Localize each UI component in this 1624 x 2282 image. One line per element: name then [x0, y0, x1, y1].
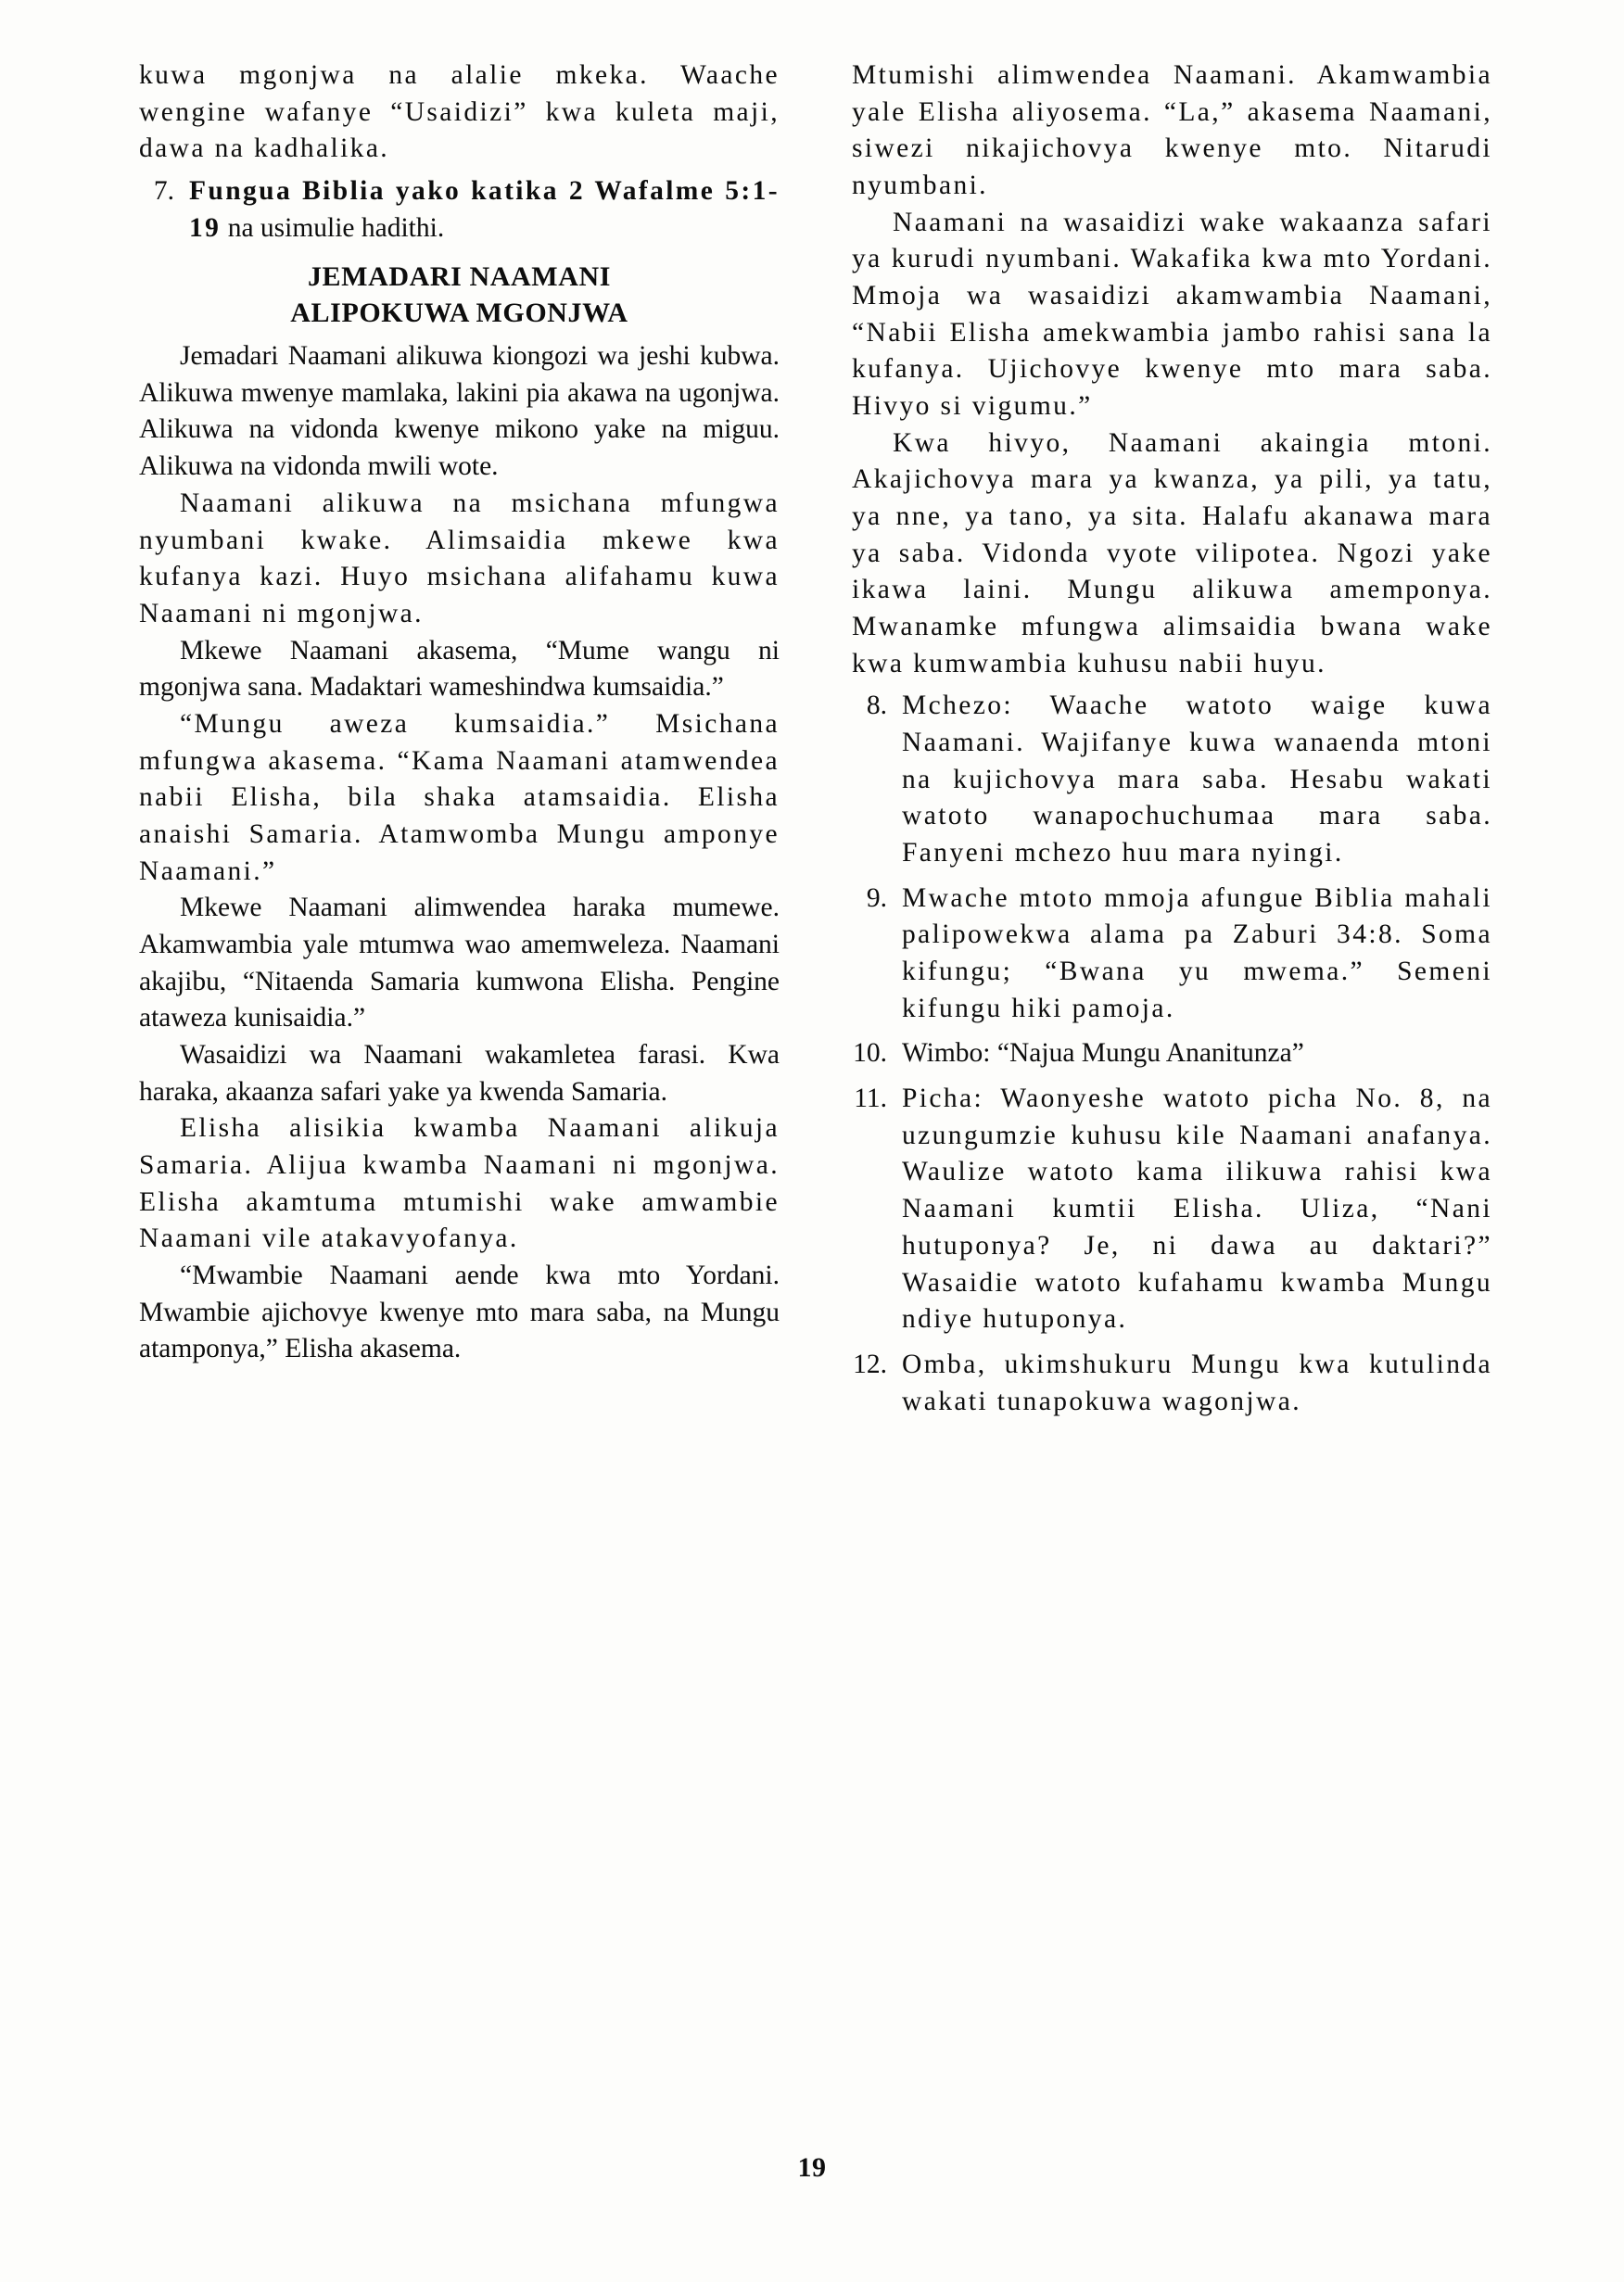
list-item — [852, 1347, 1492, 1420]
list-item-number: 10. — [853, 1038, 887, 1069]
paragraph: Mkewe Naamani alimwendea haraka mumewe. Akamwambia yale mtumwa wao amemweleza. Naamani akajibu, “Nitaenda Samaria kumwona Elisha. Pengine ataweza kunisaidia.” — [139, 893, 780, 1033]
two-column-body — [139, 57, 1492, 1428]
list-item-body: Mwache mtoto mmoja afungue Biblia mahali palipowekwa alama pa Zaburi 34:8. Soma kifungu; “Bwana yu mwema.” Semeni kifungu hiki pamoja. — [902, 882, 1492, 1023]
list-item-body: Wimbo: “Najua Mungu Ananitunza” — [902, 1038, 1304, 1069]
list-item-number: 11. — [854, 1084, 887, 1114]
list-item-body — [189, 173, 780, 247]
list-item — [852, 1035, 1492, 1072]
paragraph: kuwa mgonjwa na alalie mkeka. Waache wengine wafanye “Usaidizi” kwa kuleta maji, dawa na kadhalika. — [139, 60, 780, 164]
page-number: 19 — [797, 2152, 827, 2183]
left-column — [139, 57, 780, 1428]
list-item — [139, 173, 780, 247]
right-column — [852, 57, 1492, 1428]
list-item — [852, 1081, 1492, 1338]
paragraph: Jemadari Naamani alikuwa kiongozi wa jeshi kubwa. Alikuwa mwenye mamlaka, lakini pia akawa na ugonjwa. Alikuwa na vidonda kwenye mikono yake na miguu. Alikuwa na vidonda mwili wote. — [139, 341, 780, 482]
paragraph: Naamani na wasaidizi wake wakaanza safari ya kurudi nyumbani. Wakafika kwa mto Yordani. Mmoja wa wasaidizi akamwambia Naamani, “Nabii Elisha amekwambia jambo rahisi sana la kufanya. Ujichovye kwenye mto mara saba. Hivyo si vigumu.” — [852, 207, 1492, 422]
list-item-rest-text: na usimulie hadithi. — [221, 212, 445, 243]
list-item-number: 8. — [866, 691, 887, 721]
list-item — [852, 688, 1492, 871]
paragraph: Mtumishi alimwendea Naamani. Akamwambia yale Elisha aliyosema. “La,” akasema Naamani, siwezi nikajichovya kwenye mto. Nitarudi nyumbani. — [852, 60, 1492, 201]
section-heading-line-1: JEMADARI NAAMANI — [307, 261, 612, 293]
paragraph: “Mwambie Naamani aende kwa mto Yordani. Mwambie ajichovye kwenye mto mara saba, na Mungu atamponya,” Elisha akasema. — [139, 1260, 780, 1364]
section-heading-line-2: ALIPOKUWA MGONJWA — [290, 297, 628, 328]
paragraph: Mkewe Naamani akasema, “Mume wangu ni mgonjwa sana. Madaktari wameshindwa kumsaidia.” — [139, 635, 780, 703]
numbered-list-left — [139, 173, 780, 247]
section-heading — [139, 260, 780, 331]
paragraph: “Mungu aweza kumsaidia.” Msichana mfungwa akasema. “Kama Naamani atamwendea nabii Elisha, bila shaka atamsaidia. Elisha anaishi Samaria. Atamwomba Mungu amponye Naamani.” — [139, 708, 780, 886]
list-item-number: 12. — [853, 1349, 887, 1379]
list-item-body: Omba, ukimshukuru Mungu kwa kutulinda wakati tunapokuwa wagonjwa. — [902, 1349, 1492, 1416]
list-item-bold-text: Fungua Biblia yako katika 2 Wafalme 5:1-19 — [189, 176, 780, 243]
list-item-body: Mchezo: Waache watoto waige kuwa Naamani. Wajifanye kuwa wanaenda mtoni na kujichovya mara saba. Hesabu wakati watoto wanapochuchumaa mara saba. Fanyeni mchezo huu mara nyingi. — [902, 691, 1492, 868]
list-item-number: 7. — [153, 176, 174, 207]
list-item-number: 9. — [866, 882, 887, 913]
paragraph: Naamani alikuwa na msichana mfungwa nyumbani kwake. Alimsaidia mkewe kwa kufanya kazi. Huyo msichana alifahamu kuwa Naamani ni mgonjwa. — [139, 488, 780, 628]
numbered-list-right — [852, 688, 1492, 1420]
paragraph: Elisha alisikia kwamba Naamani alikuja Samaria. Alijua kwamba Naamani ni mgonjwa. Elisha akamtuma mtumishi wake amwambie Naamani vile atakavyofanya. — [139, 1113, 780, 1254]
list-item-body: Picha: Waonyeshe watoto picha No. 8, na uzungumzie kuhusu kile Naamani anafanya. Waulize watoto kama ilikuwa rahisi kwa Naamani kumtii Elisha. Uliza, “Nani hutuponya? Je, ni dawa au daktari?” Wasaidie watoto kufahamu kwamba Mungu ndiye hutuponya. — [902, 1084, 1492, 1335]
list-item — [852, 881, 1492, 1028]
paragraph: Wasaidizi wa Naamani wakamletea farasi. Kwa haraka, akaanza safari yake ya kwenda Samaria. — [139, 1039, 780, 1107]
paragraph: Kwa hivyo, Naamani akaingia mtoni. Akajichovya mara ya kwanza, ya pili, ya tatu, ya nne, ya tano, ya sita. Halafu akanawa mara ya saba. Vidonda vyote vilipotea. Ngozi yake ikawa laini. Mungu alikuwa amemponya. Mwanamke mfungwa alimsaidia bwana wake kwa kumwambia kuhusu nabii huyu. — [852, 427, 1492, 678]
